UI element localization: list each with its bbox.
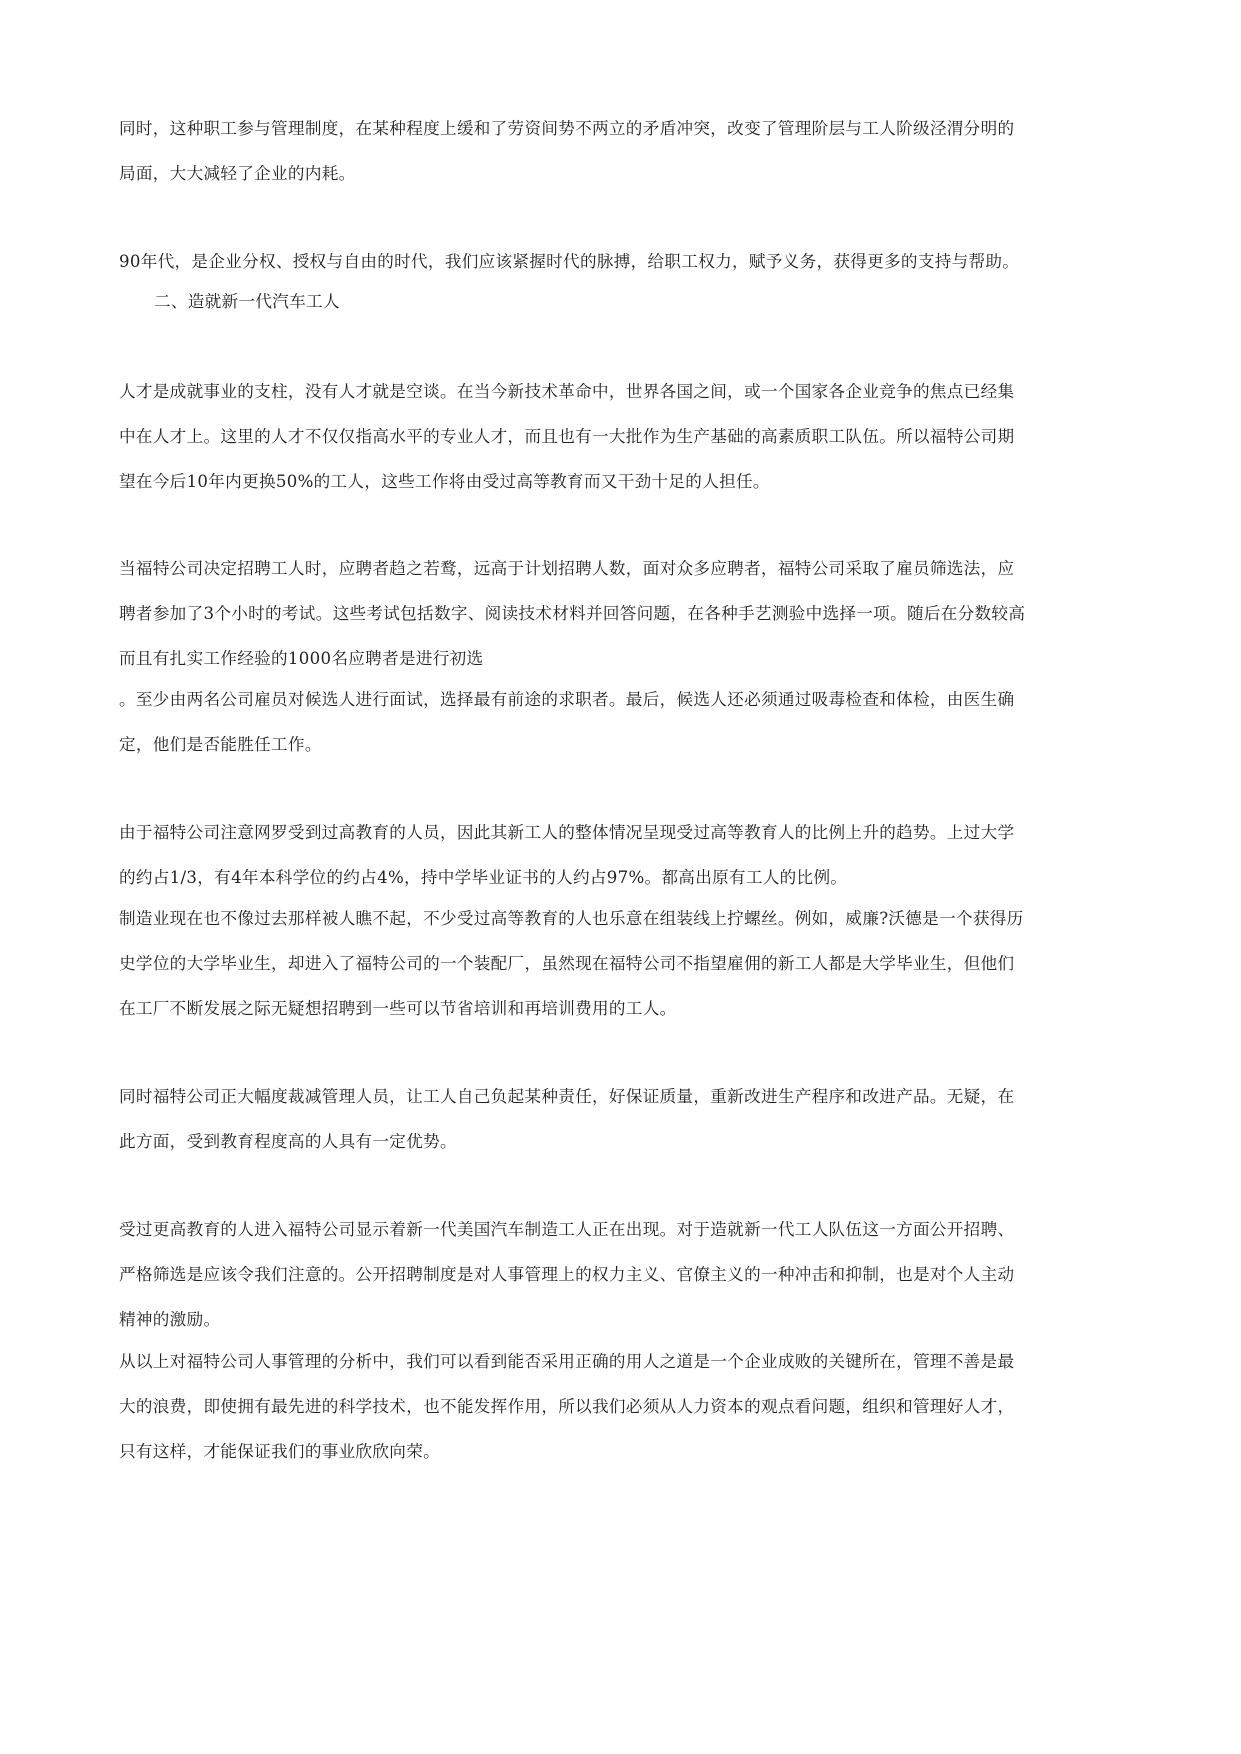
text-line: 人才是成就事业的支柱，没有人才就是空谈。在当今新技术革命中，世界各国之间，或一个国家各企业竞争的焦点已经集 — [119, 382, 1015, 401]
text-line: 中在人才上。这里的人才不仅仅指高水平的专业人才，而且也有一大批作为生产基础的高素质职工队伍。所以福特公司期 — [119, 427, 1015, 446]
text-line: 在工厂不断发展之际无疑想招聘到一些可以节省培训和再培训费用的工人。 — [119, 999, 677, 1018]
text-line: 当福特公司决定招聘工人时，应聘者趋之若鹜，远高于计划招聘人数，面对众多应聘者，福特公司采取了雇员筛选法，应 — [119, 559, 1015, 578]
text-line: 此方面，受到教育程度高的人具有一定优势。 — [119, 1132, 457, 1151]
text-line: 大的浪费，即使拥有最先进的科学技术，也不能发挥作用，所以我们必须从人力资本的观点看问题，组织和管理好人才， — [119, 1397, 1015, 1416]
text-line: 定，他们是否能胜任工作。 — [119, 735, 322, 754]
text-line: 而且有扎实工作经验的1000名应聘者是进行初选 — [119, 649, 484, 668]
section-heading: 二、造就新一代汽车工人 — [154, 292, 340, 311]
text-line: 精神的激励。 — [119, 1310, 221, 1329]
text-line: 受过更高教育的人进入福特公司显示着新一代美国汽车制造工人正在出现。对于造就新一代工人队伍这一方面公开招聘、 — [119, 1220, 1015, 1239]
text-line: 望在今后10年内更换50%的工人，这些工作将由受过高等教育而又干劲十足的人担任。 — [119, 472, 770, 491]
text-line: 的约占1/3，有4年本科学位的约占4%，持中学毕业证书的人约占97%。都高出原有工人的比例。 — [119, 868, 848, 887]
text-line: 只有这样，才能保证我们的事业欣欣向荣。 — [119, 1442, 440, 1461]
text-line: 史学位的大学毕业生，却进入了福特公司的一个装配厂，虽然现在福特公司不指望雇佣的新工人都是大学毕业生，但他们 — [119, 954, 1015, 973]
text-line: 同时，这种职工参与管理制度，在某种程度上缓和了劳资间势不两立的矛盾冲突，改变了管理阶层与工人阶级泾渭分明的 — [119, 119, 1015, 138]
text-line: 制造业现在也不像过去那样被人瞧不起，不少受过高等教育的人也乐意在组装线上拧螺丝。例如，威廉?沃德是一个获得历 — [119, 909, 1024, 928]
text-line: 90年代，是企业分权、授权与自由的时代，我们应该紧握时代的脉搏，给职工权力，赋予义务，获得更多的支持与帮助。 — [119, 252, 1020, 271]
text-line: 局面，大大减轻了企业的内耗。 — [119, 164, 356, 183]
text-line: 由于福特公司注意网罗受到过高教育的人员，因此其新工人的整体情况呈现受过高等教育人的比例上升的趋势。上过大学 — [119, 823, 1015, 842]
text-line: 聘者参加了3个小时的考试。这些考试包括数字、阅读技术材料并回答问题，在各种手艺测验中选择一项。随后在分数较高 — [119, 604, 1026, 623]
text-line: 同时福特公司正大幅度裁减管理人员，让工人自己负起某种责任，好保证质量，重新改进生产程序和改进产品。无疑，在 — [119, 1087, 1015, 1106]
text-line: 严格筛选是应该令我们注意的。公开招聘制度是对人事管理上的权力主义、官僚主义的一种冲击和抑制，也是对个人主动 — [119, 1265, 1015, 1284]
text-line: 从以上对福特公司人事管理的分析中，我们可以看到能否采用正确的用人之道是一个企业成败的关键所在，管理不善是最 — [119, 1352, 1015, 1371]
text-line: 。至少由两名公司雇员对候选人进行面试，选择最有前途的求职者。最后，候选人还必须通过吸毒检查和体检，由医生确 — [119, 690, 1015, 709]
